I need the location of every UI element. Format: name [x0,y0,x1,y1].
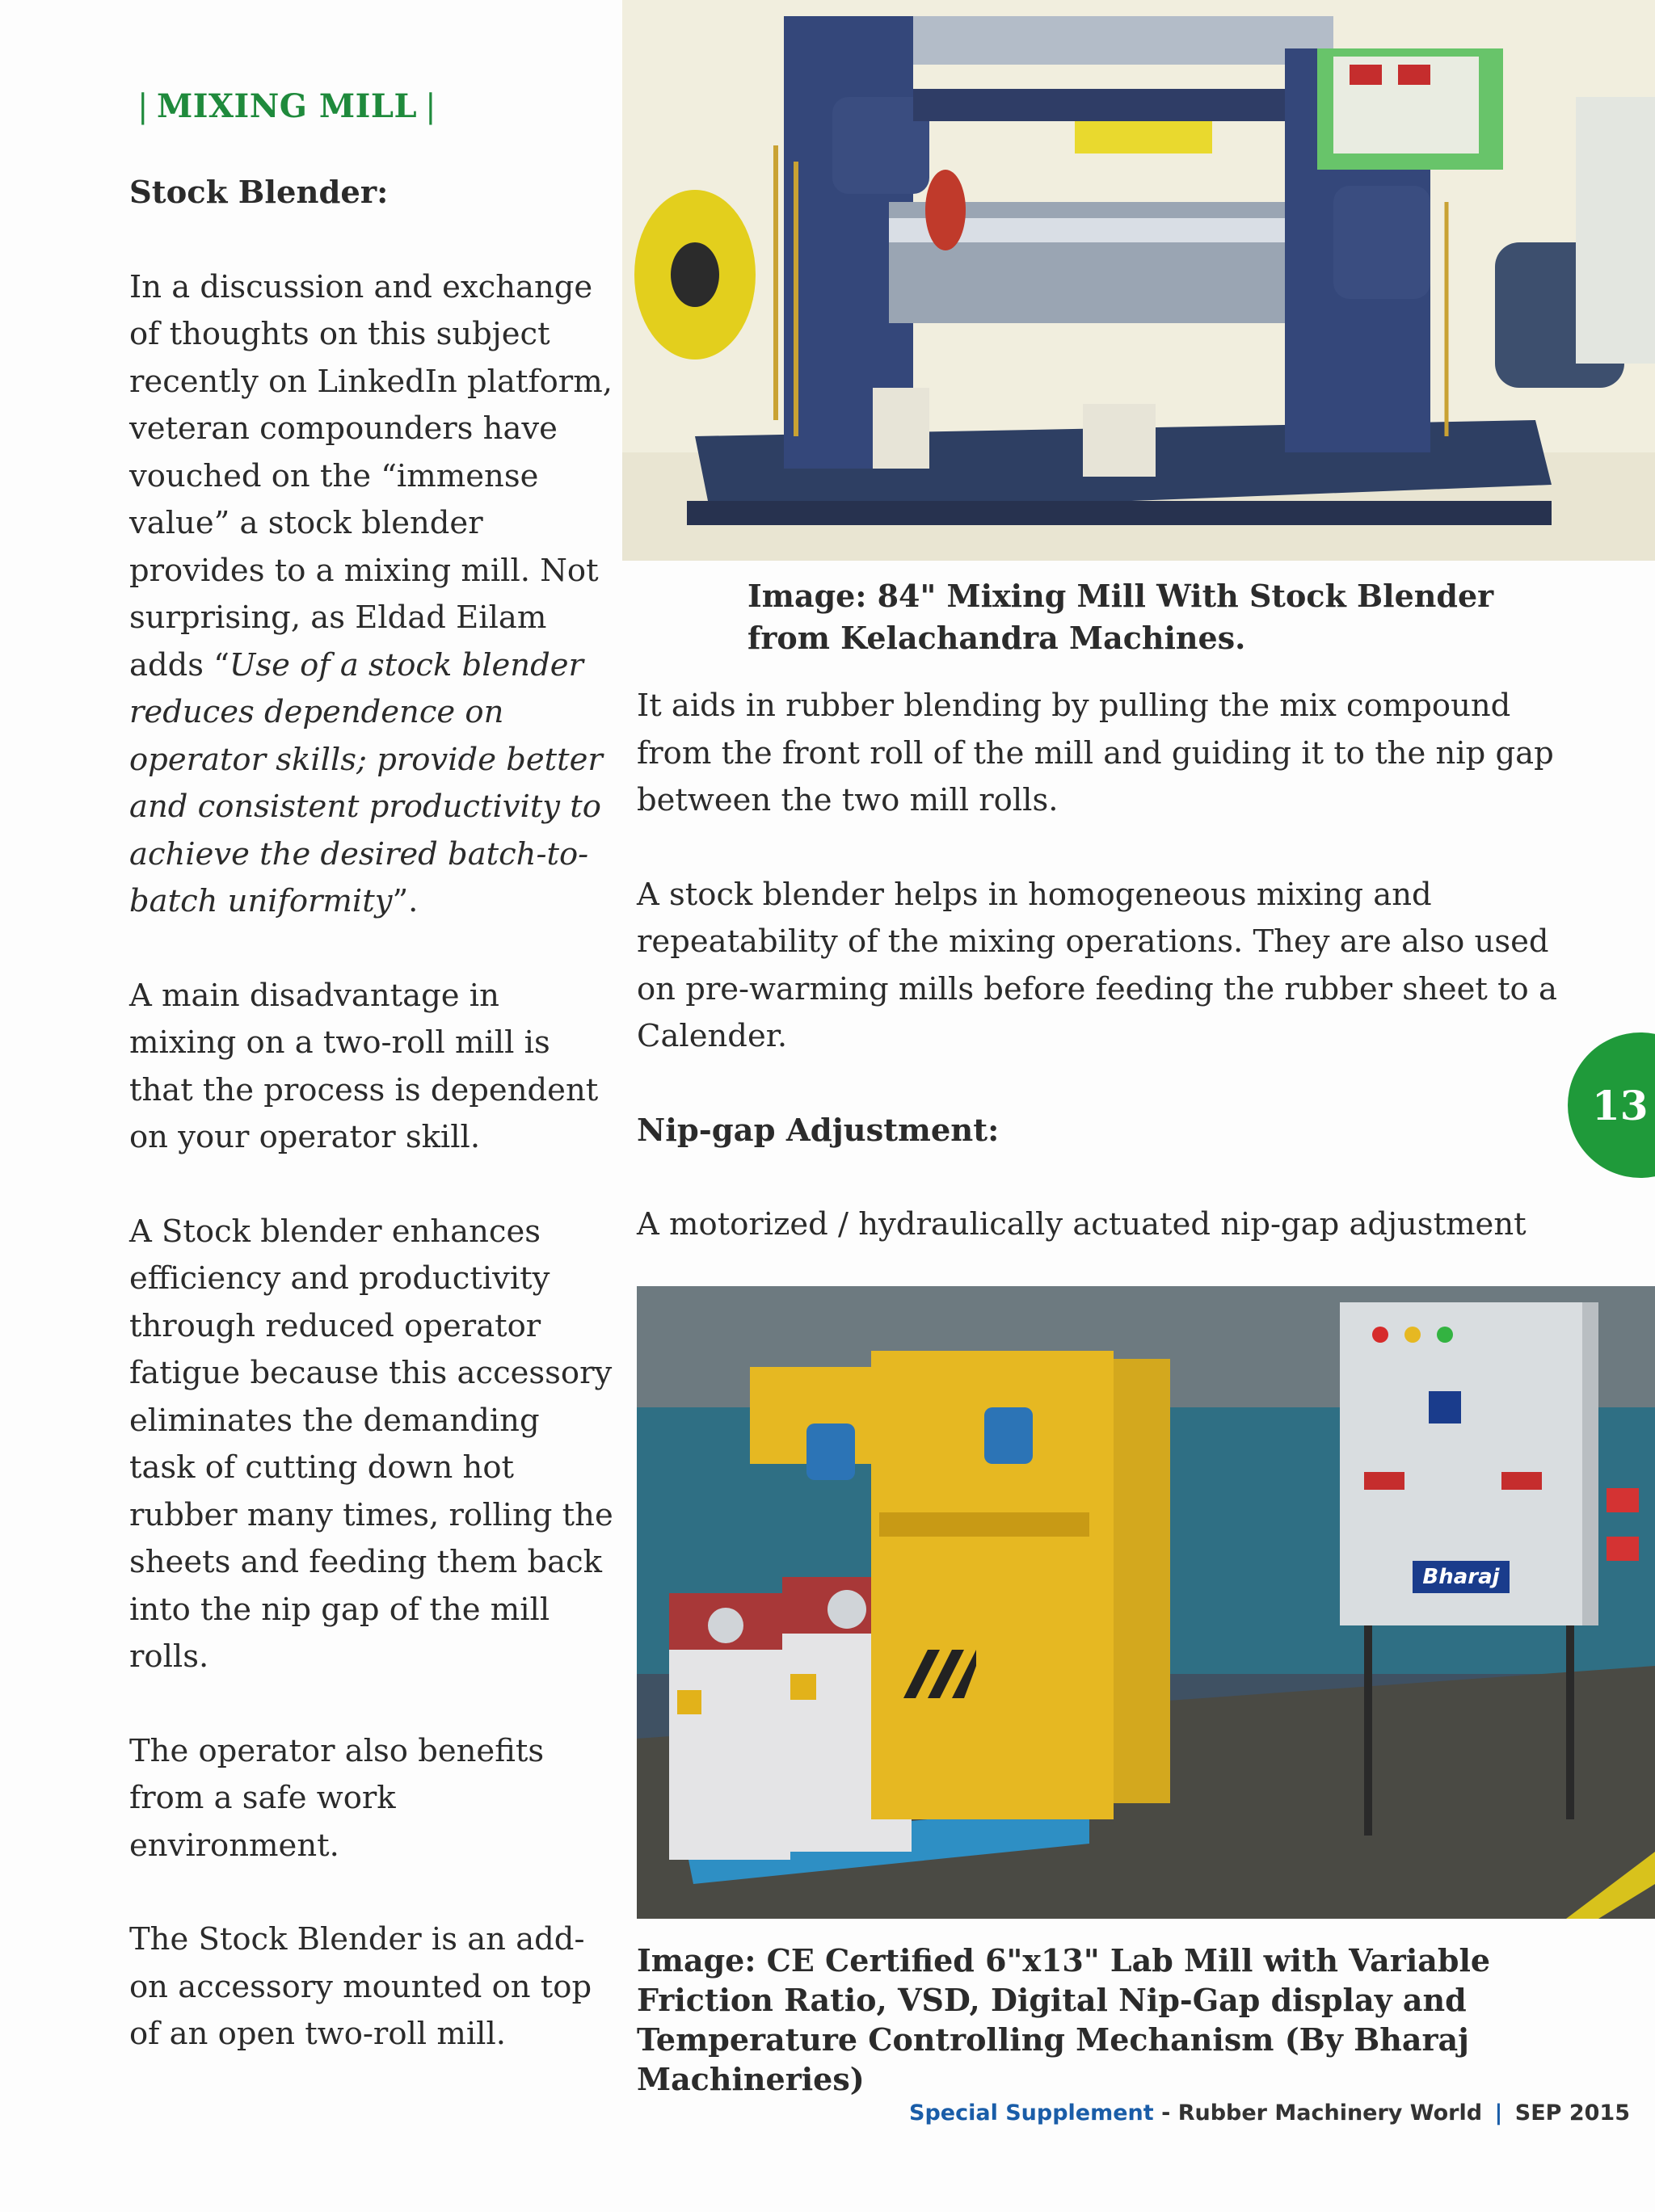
paragraph: A Stock blender enhances efficiency and productivity through reduced operator fatigue because this accessory eliminates the demanding task of cutting down hot rubber many times, rolling the sheets and feeding them back into the nip gap of the mill rolls. [129,1213,613,1675]
footer-separator: | [1494,2101,1503,2126]
photo-lab-mill [637,1286,1655,1919]
paragraph: The Stock Blender is an add-on accessory mounted on top of an open two-roll mill. [129,1921,592,2052]
lab-mill-illustration [637,1286,1655,1919]
section-title: MIXING MILL [156,87,418,125]
brand-logo-text: Bharaj [1422,1565,1500,1589]
section-divider: | [137,88,149,125]
paragraph: A main disadvantage in mixing on a two-roll mill is that the process is dependent on your operator skill. [129,977,599,1155]
paragraph: A motorized / hydraulically actuated nip-gap adjustment [637,1206,1527,1243]
paragraph: The operator also benefits from a safe work environment. [129,1732,545,1864]
section-tag [129,87,444,125]
mixing-mill-illustration [622,0,1655,561]
footer-supplement: Special Supplement [909,2101,1154,2126]
image-caption-1: Image: 84" Mixing Mill With Stock Blender from Kelachandra Machines. [747,578,1494,656]
quote-text: Use of a stock blender reduces dependence on operator skills; provide better and consistent productivity to achieve the desired batch-to-batch uniformity [129,646,603,919]
footer-date: SEP 2015 [1507,2101,1630,2126]
paragraph-text: In a discussion and exchange of thoughts on this subject recently on LinkedIn platform, veteran compounders have vouched on the “immense value” a stock blender provides to a mixing mill. Not surprising, as Eldad Eilam adds “ [129,268,613,683]
image-caption-2: Image: CE Certified 6"x13" Lab Mill with Variable Friction Ratio, VSD, Digital Nip-Gap display and Temperature Controlling Mechanism (By Bharaj Machineries) [637,1942,1491,2097]
right-column [637,683,1558,1296]
footer-publication: - Rubber Machinery World [1153,2101,1490,2126]
page-number-badge [1568,1032,1655,1178]
paragraph: It aids in rubber blending by pulling the mix compound from the front roll of the mill and guiding it to the nip gap between the two mill rolls. [637,688,1554,818]
left-column [129,170,614,2105]
subheading-nip-gap: Nip-gap Adjustment: [637,1112,1000,1149]
paragraph-text: ”. [392,883,419,919]
subheading-stock-blender: Stock Blender: [129,175,389,211]
paragraph: A stock blender helps in homogeneous mixing and repeatability of the mixing operations. They are also used on pre-warming mills before feeding the rubber sheet to a Calender. [637,876,1557,1054]
section-divider: | [425,88,437,125]
page-footer [909,2101,1630,2126]
page-number: 13 [1592,1081,1649,1129]
paragraph [129,264,614,926]
photo-mixing-mill [622,0,1655,561]
